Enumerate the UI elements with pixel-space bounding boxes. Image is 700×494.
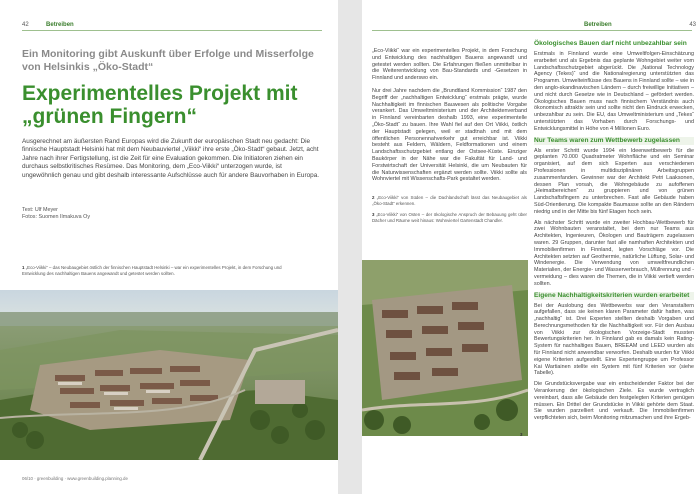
caption-text-2: „Eco-Viikki“ von Süden – die Dachlandschaft lässt das Neubaugebiet als „Öko-Stadt“ erkennen. bbox=[372, 195, 527, 206]
body-paragraph-history: Nur drei Jahre nachdem die „Brundtland Kommission“ 1987 den Begriff der „nachhaltigen Entwicklung“ erstmals prägte, wurde Nachhaltigkeit im finnischen Bauwesen als politische Vorgabe verankert. Das Umweltministerium und der Architektenverband in Finnland vereinbarten deshalb 1993, eine experimentelle „Öko-Stadt“ zu bauen. Ihre Wahl fiel auf den Ort Viikki, östlich der Hauptstadt gelegen, weil er stadtnah und mit dem öffentlichen Personennahverkehr gut erreichbar ist. Viikki besteht aus Feldern, Wäldern, Feldformationen und einem Landschaftsschutzgebiet entlang der Ostsee-Küste. Einziger Baukörper in der Nähe war die Fakultät für Land- und Forstwirtschaft der Universität Helsinki, die um Neubauten für die Naturwissenschaften ergänzt werden sollte. Viikki sollte als Wohnviertel mit Wissenschafts-Park gestaltet werden. bbox=[372, 87, 527, 183]
article-kicker: Ein Monitoring gibt Auskunft über Erfolge und Misserfolge von Helsinkis „Öko-Stadt“ bbox=[22, 48, 314, 73]
article-title: Experimentelles Projekt mit „grünen Fingern“ bbox=[22, 82, 298, 128]
body-paragraph-5: Die Grundstücksvergabe war ein entscheidender Faktor bei der Verankerung der ökologischen Ziele. Es wurde vertraglich vereinbart, dass alle Gebäude den festgelegten Kriterien genügen müssen. Ein Drittel der Grundstücke in Viikki gehörte dem Staat. Sie wurden parzelliert und verkauft. Die Immobilienfirmen verpflichteten sich, beim Monitoring mitzumachen und ihre Ergeb- bbox=[534, 381, 694, 422]
body-paragraph-3: Als nächster Schritt wurde ein zweiter Hochbau-Wettbewerb für zwei Wohnbauten veranstaltet, bei dem nur Teams aus Architekten, Ingenieuren, Ökologen und Bauträgern zugelassen waren. 29 Gruppen, darunter fast alle namhaften Architekten und Immobilienfirmen in Finnland, legten Vorschläge vor. Die Architekten setzten auf Geothermie, natürliche Lüftung, Solar- und Windenergie. Die Verwendung von umweltfreundlichen Materialien, der Energie- und Wasserverbrauch, Müllrennung und -vermeidung – dies waren die Themen, die in Viikki vertieft werden sollten. bbox=[534, 219, 694, 287]
caption-text-3: „Eco-Viikki“ von Osten – der ökologische Anspruch der Bebauung geht über Dächer und Räume weit hinaus: Wohnviertel Gartenstadt Chandler. bbox=[372, 212, 527, 223]
aerial-photo-eco-viikki bbox=[0, 290, 338, 460]
footer-left: 06/10 · greenbuilding · www.greenbuilding.planning.de bbox=[22, 476, 128, 481]
subheading-1: Ökologisches Bauen darf nicht unbezahlbar sein bbox=[534, 40, 687, 47]
photo-credit: Fotos: Suomen Ilmakuva Oy bbox=[22, 214, 91, 221]
subheading-2: Nur Teams waren zum Wettbewerb zugelassen bbox=[534, 137, 694, 145]
article-lead: Ausgerechnet am äußersten Rand Europas wird die Zukunft der europäischen Stadt neu gedacht: Die finnische Hauptstadt Helsinki hat mit dem Neubauviertel „Viikki“ ihre erste „Öko-Stadt“ gebaut. Jetzt, acht Jahre nach ihrer Fertigstellung, ist die Zeit für eine Evaluation gekommen. Die Initiatoren ziehen ein durchaus selbstkritisches Resümee. Das Monitoring, dem „Eco-Viikki“ unterzogen wurde, ist ungewöhnlich genau und gibt deshalb interessante Aufschlüsse auch für andere Bauvorhaben in Europa. bbox=[22, 138, 320, 179]
header-rule-left bbox=[22, 30, 322, 31]
photo-caption-3 bbox=[372, 212, 527, 223]
body-column-2 bbox=[534, 40, 694, 422]
author-credit: Text: Ulf Meyer bbox=[22, 207, 58, 213]
photo-caption-1 bbox=[22, 265, 292, 276]
aerial-photo-eco-viikki-east bbox=[362, 260, 528, 436]
section-label-left: Betreiben bbox=[46, 22, 74, 28]
caption-number-1: 1 bbox=[22, 265, 25, 270]
caption-text-1: „Eco-Viikki“ – das Neubaugebiet östlich der finnischen Hauptstadt Helsinki – war ein experimentelles Projekt, in dem Forschung und Entwicklung des nachhaltigen Bauens angewandt und getestet werden sollten. bbox=[22, 265, 282, 276]
photo-caption-2 bbox=[372, 195, 527, 206]
body-column-1 bbox=[372, 48, 527, 224]
photo-number-3: 3 bbox=[520, 432, 523, 437]
body-paragraph-1: Erstmals in Finnland wurde eine Umweltfolgen-Einschätzung erarbeitet und als Ergebnis das geplante Wohngebiet weiter vom Landschaftsschutzgebiet abgerückt. Die „National Technology Agency (Tekes)“ und die Nationalregierung unterstützten das Programm. Umwelteinflüsse des Bauens in Finnland sollte – wie in den anglo-skandinavischen Ländern – durch freiwillige Initiativen – und nicht durch Gesetze wie in Deutschland – gefördert werden. Ökologisches Bauen muss nach finnischem Verständnis auch ökonomisch attraktiv sein und sollte nicht den Eindruck erwecken, unbezahlbar zu sein. Die EU, das Umweltministerium und „Tekes“ unterstützten das Vorhaben durch Forschungs- und Entwicklungsmittel in Höhe von 4 Millionen Euro. bbox=[534, 51, 694, 132]
header-rule-right bbox=[372, 30, 692, 31]
caption-number-3: 3 bbox=[372, 212, 375, 218]
body-paragraph-2: Als erster Schritt wurde 1994 ein Ideenwettbewerb für die geplanten 70.000 Quadratmeter Wohnfläche und ein Seminar organisiert, auf dem sich Experten aus verschiedenen Professionen in multidisziplinären Arbeitsgruppen zusammenfanden. Gewinner war der Architekt Petri Laaksonen, dessen Plan vorsah, die Wohngebäude zu aufoffenen „Heimatbereichen“ zu gruppieren und von grünen Landschaftsfingern zu unterbrechen. Fast alle Gebäude haben Süd-Orientierung. Die kompakte Baumasse sollte an den Rändern niedrig und in der Mitte bis fünf Etagen hoch sein. bbox=[534, 147, 694, 215]
body-paragraph-4: Bei der Auslobung des Wettbewerbs war den Veranstaltern aufgefallen, dass sie keinen klaren Parameter dafür hatten, was „nachhaltig“ ist. Drei Experten stellten deshalb Vorgaben und Berechnungsmethoden für die Nachhaltigkeit vor. Für den Ausbau von Viikki zur ökologischen Vorzeige-Stadt mussten Bewertungskriterien her. In Finnland gab es damals kein Rating-System für nachhaltiges Bauen, BREEAM und LEED wurden als für Finnland nicht anwendbar verworfen. Deshalb wurden für Viikki eigene Kriterien aufgestellt. Eine Expertengruppe um Professor Kai Wartiainen stellte ein System mit fünf Kriterien vor (siehe Tabelle). bbox=[534, 302, 694, 377]
left-page bbox=[0, 0, 338, 494]
left-header bbox=[22, 22, 74, 28]
subheading-3: Eigene Nachhaltigkeitskriterien wurden erarbeitet bbox=[534, 292, 694, 300]
right-page bbox=[362, 0, 700, 494]
spread-gutter bbox=[338, 0, 362, 494]
section-label-right: Betreiben bbox=[584, 22, 612, 28]
caption-number-2: 2 bbox=[372, 195, 375, 201]
page-number-left: 42 bbox=[22, 22, 29, 28]
right-header bbox=[584, 22, 696, 28]
article-credits bbox=[22, 207, 90, 222]
page-number-right: 43 bbox=[689, 22, 696, 28]
body-paragraph-intro: „Eco-Viikki“ war ein experimentelles Projekt, in dem Forschung und Entwicklung des nachhaltigen Bauens angewandt und getestet werden sollten. Die Erfahrungen fließen unmittelbar in die Weiterentwicklung von Bau-Standards und -Gesetzen in Finnland und anderswo ein. bbox=[372, 48, 527, 82]
